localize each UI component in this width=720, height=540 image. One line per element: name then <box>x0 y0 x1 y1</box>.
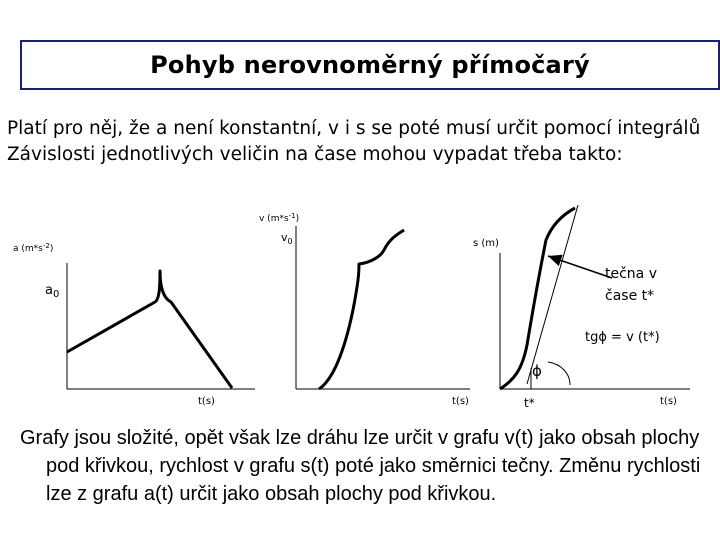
a-y-axis-label: a $(m*s^{-2})$ <box>13 242 54 254</box>
tangent-arrow <box>548 256 612 278</box>
s-y-axis-label: s (m) <box>473 238 499 249</box>
v-x-axis-label: t(s) <box>452 396 469 407</box>
graph-distance <box>473 205 690 410</box>
angle-symbol: ϕ <box>532 362 542 380</box>
intro-line-1: Platí pro něj, že a není konstantní, v i s se poté musí určit pomocí integrálů <box>7 118 701 139</box>
a-curve <box>67 271 232 388</box>
graph-velocity <box>259 212 470 407</box>
v-curve <box>319 230 404 389</box>
tangent-label-1: tečna v <box>605 266 657 282</box>
summary-paragraph: Grafy jsou složité, opět však lze dráhu lze určit v grafu v(t) jako obsah plochy pod křivkou, rychlost v grafu s(t) poté jako směrnici tečny. Změnu rychlosti lze z grafu a(t) určit jako obsah plochy pod křivkou. <box>20 427 701 505</box>
graph-acceleration <box>13 242 255 407</box>
a-x-axis-label: t(s) <box>198 396 215 407</box>
angle-arc <box>548 362 570 385</box>
v-y-value-label: $v_0$ <box>281 231 293 246</box>
a-y-value-label: $a_0$ <box>45 283 60 300</box>
v-y-axis-label: v $(m*s^{-1})$ <box>259 212 300 224</box>
tg-formula: tgϕ = v (t*) <box>585 330 660 345</box>
page-title: Pohyb nerovnoměrný přímočarý <box>150 51 590 79</box>
intro-line-2: Závislosti jednotlivých veličin na čase mohou vypadat třeba takto: <box>7 144 623 165</box>
t-star-label: t* <box>524 396 535 410</box>
tangent-label-2: čase t* <box>605 288 655 304</box>
summary-text <box>20 424 720 508</box>
s-x-axis-label: t(s) <box>660 396 677 407</box>
